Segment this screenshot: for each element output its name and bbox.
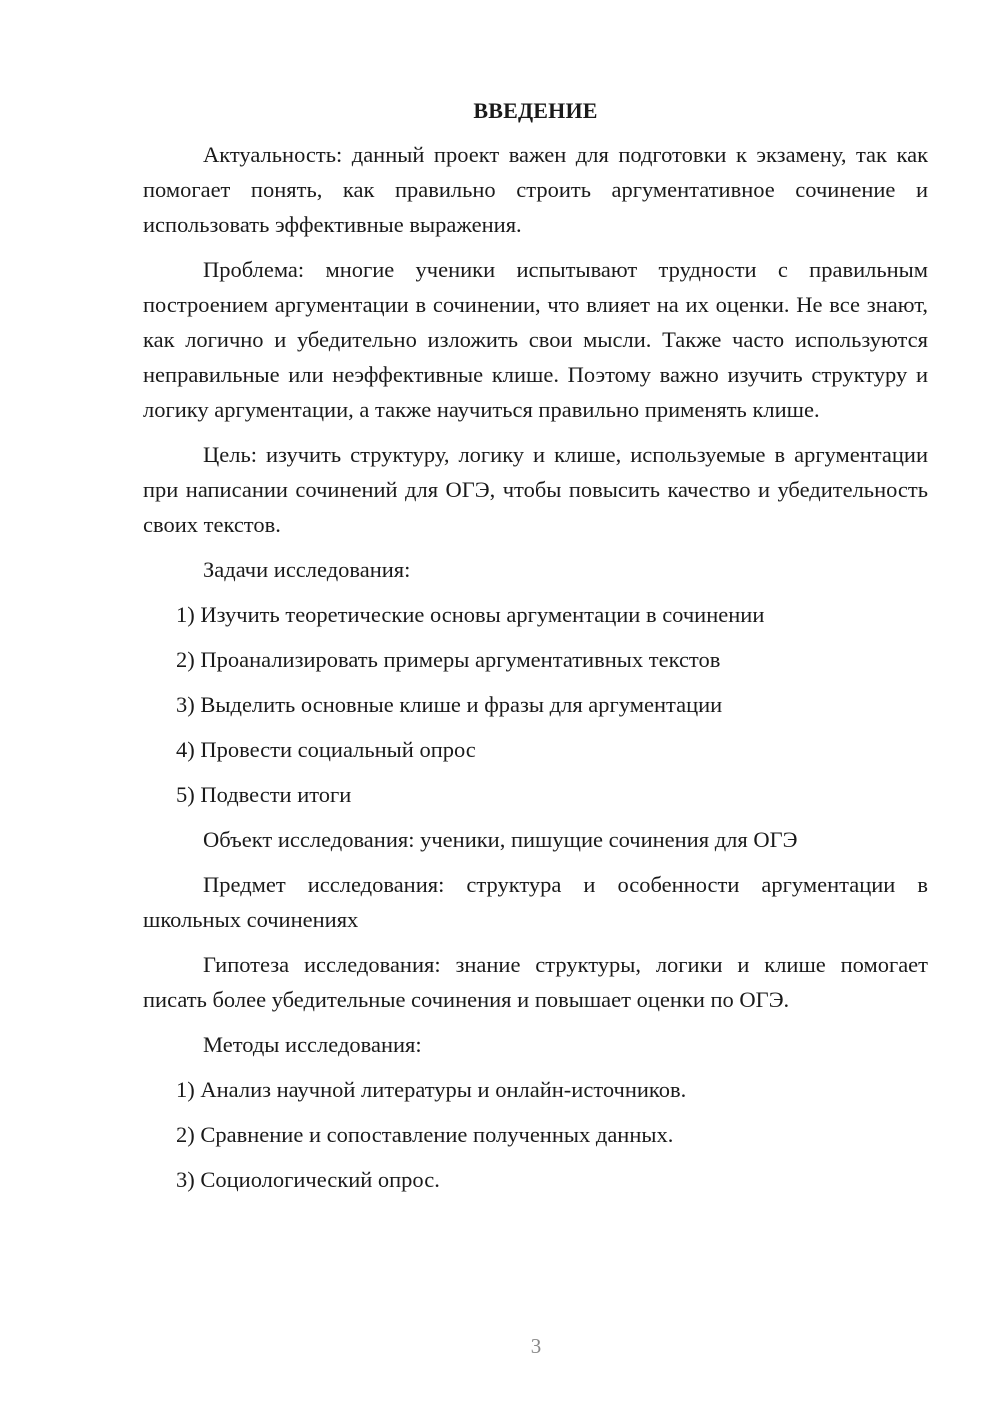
document-body [143,96,928,1207]
task-item: 1) Изучить теоретические основы аргументации в сочинении [176,602,765,627]
task-item: 2) Проанализировать примеры аргументативных текстов [176,647,721,672]
task-item: 4) Провести социальный опрос [176,737,476,762]
method-item: 1) Анализ научной литературы и онлайн-источников. [176,1077,687,1102]
section-title: ВВЕДЕНИЕ [473,98,598,123]
hypothesis-paragraph: Гипотеза исследования: знание структуры, логики и клише помогает писать более убедительные сочинения и повышает оценки по ОГЭ. [143,952,928,1012]
problem-paragraph: Проблема: многие ученики испытывают трудности с правильным построением аргументации в сочинении, что влияет на их оценки. Не все знают, как логично и убедительно изложить свои мысли. Также часто используются неправильные или неэффективные клише. Поэтому важно изучить структуру и логику аргументации, а также научиться правильно применять клише. [143,257,928,422]
task-item: 5) Подвести итоги [176,782,352,807]
relevance-paragraph: Актуальность: данный проект важен для подготовки к экзамену, так как помогает понять, как правильно строить аргументативное сочинение и использовать эффективные выражения. [143,142,928,237]
methods-heading: Методы исследования: [203,1032,422,1057]
object-paragraph: Объект исследования: ученики, пишущие сочинения для ОГЭ [203,827,798,852]
subject-paragraph: Предмет исследования: структура и особенности аргументации в школьных сочинениях [143,872,928,932]
tasks-heading: Задачи исследования: [203,557,411,582]
task-item: 3) Выделить основные клише и фразы для аргументации [176,692,723,717]
page-number: 3 [530,1334,542,1358]
method-item: 3) Социологический опрос. [176,1167,440,1192]
goal-paragraph: Цель: изучить структуру, логику и клише, используемые в аргументации при написании сочинений для ОГЭ, чтобы повысить качество и убедительность своих текстов. [143,442,928,537]
method-item: 2) Сравнение и сопоставление полученных данных. [176,1122,674,1147]
